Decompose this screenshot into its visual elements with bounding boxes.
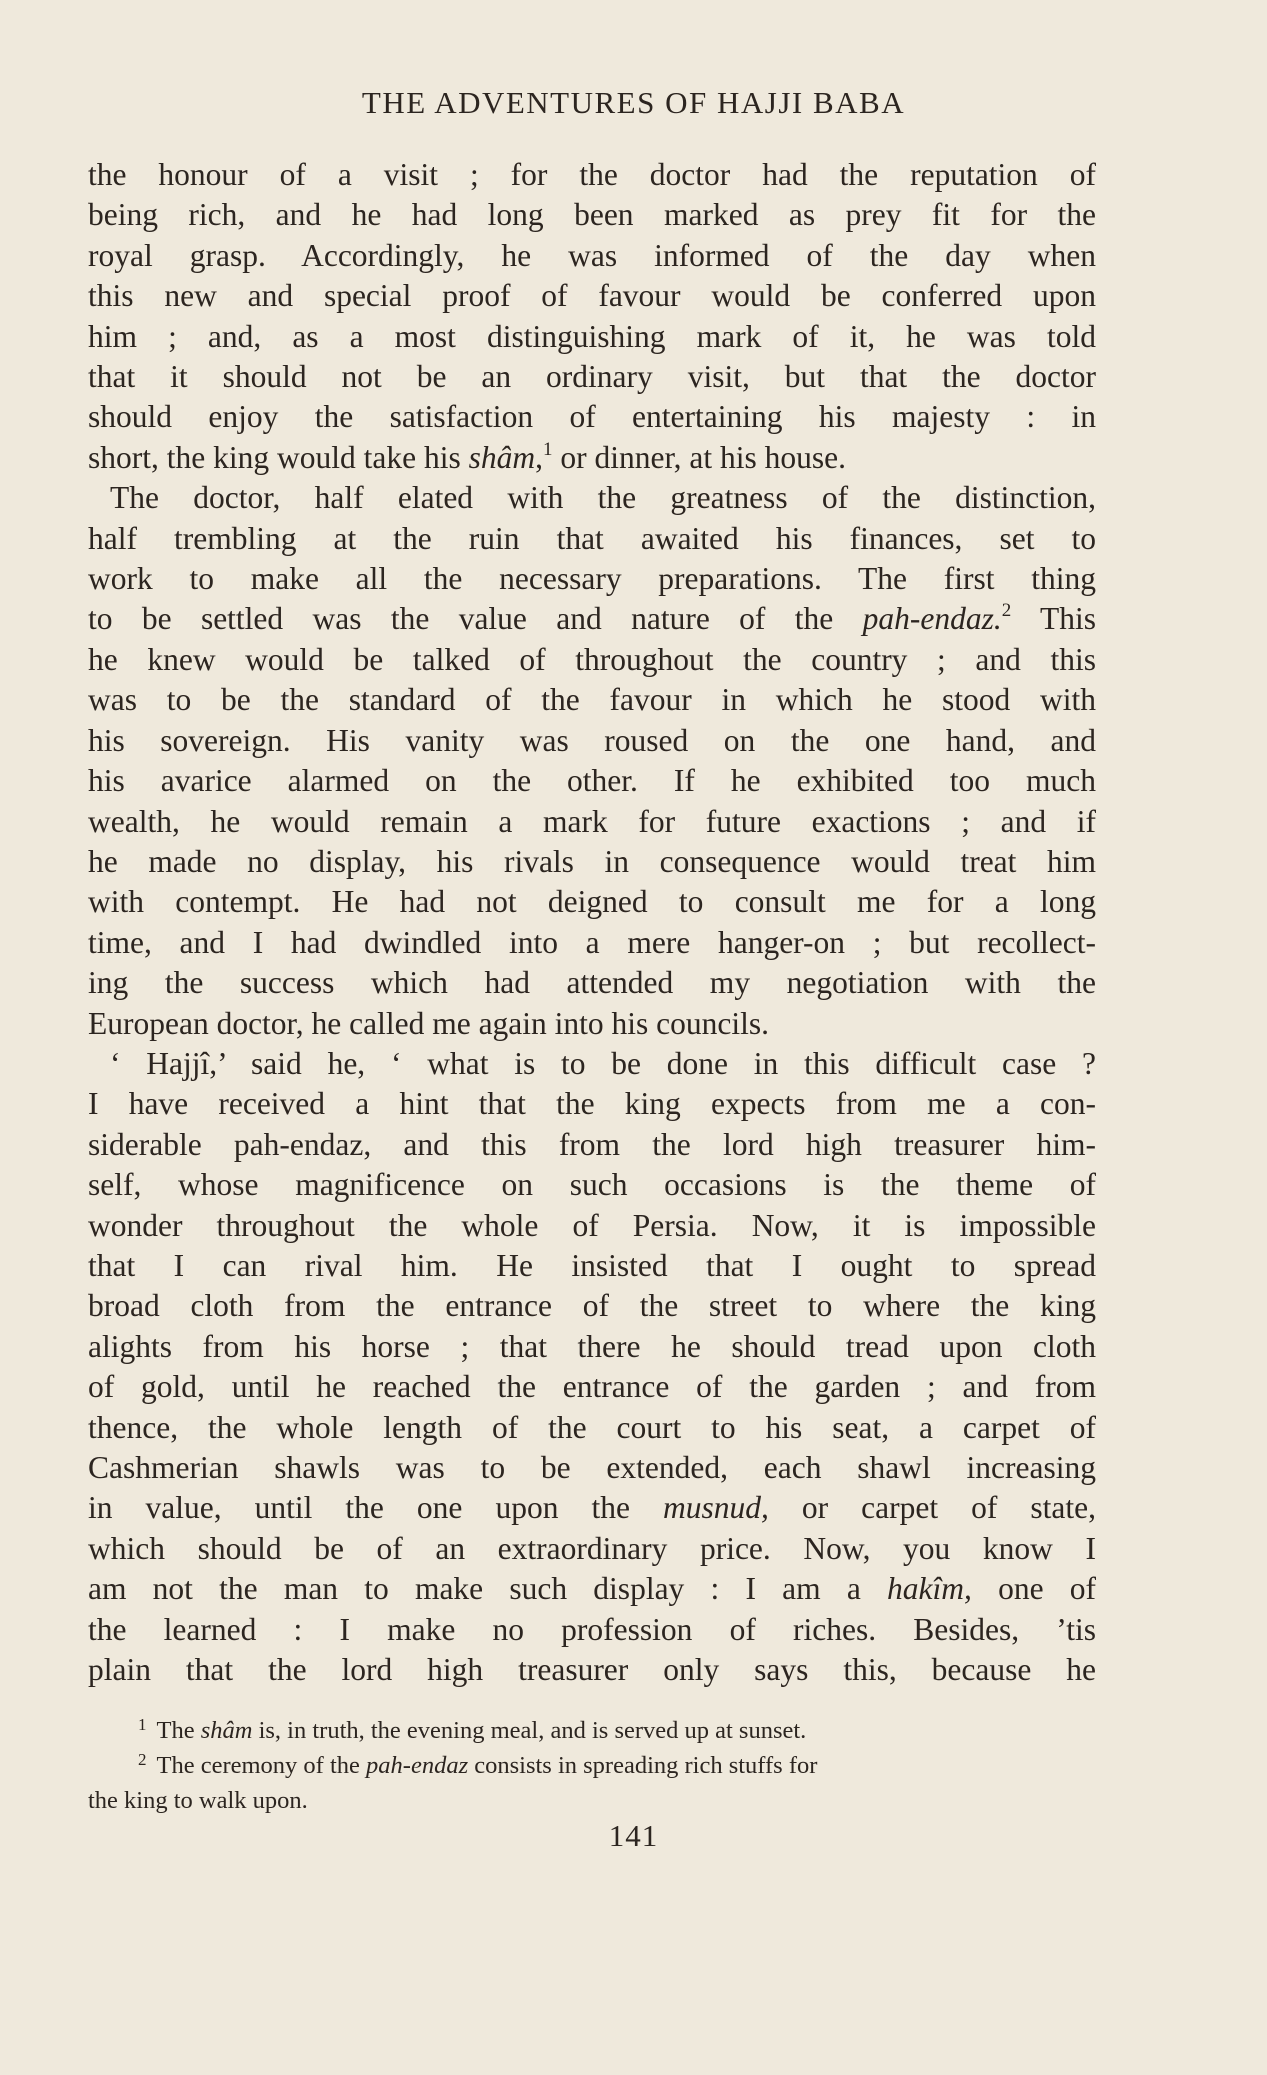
text-line: [88, 438, 1096, 478]
text-span: The doctor, half elated with the greatness of the distinction,: [110, 480, 1096, 516]
text-line: [88, 1044, 1096, 1084]
text-line: should enjoy the satisfaction of entertaining his majesty : in: [88, 399, 1096, 435]
text-span: is, in truth, the evening meal, and is served up at sunset.: [252, 1717, 807, 1744]
italic-term: musnud,: [662, 1490, 769, 1526]
text-line: that I can rival him. He insisted that I ought to spread: [88, 1247, 1096, 1283]
footnote: [88, 1713, 1096, 1748]
text-line: half trembling at the ruin that awaited his finances, set to: [88, 520, 1096, 556]
text-line: alights from his horse ; that there he should tread upon cloth: [88, 1328, 1096, 1364]
text-line: the learned : I make no profession of riches. Besides, ’tis: [88, 1611, 1096, 1647]
text-span: or dinner, at his house.: [552, 439, 847, 475]
text-line: [88, 599, 1096, 639]
italic-term: pah-endaz.: [862, 601, 1002, 637]
text-line: which should be of an extraordinary price. Now, you know I: [88, 1530, 1096, 1566]
italic-term: shâm: [468, 439, 536, 475]
footnotes: [88, 1713, 1096, 1818]
text-line: being rich, and he had long been marked as prey fit for the: [88, 197, 1096, 233]
running-head: THE ADVENTURES OF HAJJI BABA: [361, 85, 906, 120]
italic-term: hakîm,: [887, 1571, 972, 1607]
italic-term: pah-endaz: [366, 1752, 469, 1779]
text-line: time, and I had dwindled into a mere hanger-on ; but recollect-: [88, 924, 1096, 960]
text-span: in value, until the one upon the: [88, 1490, 663, 1526]
text-line: royal grasp. Accordingly, he was informed of the day when: [88, 237, 1096, 273]
footnote-number: 1: [138, 1715, 147, 1734]
text-line: wealth, he would remain a mark for future exactions ; and if: [88, 803, 1096, 839]
text-line: self, whose magnificence on such occasions is the theme of: [88, 1167, 1096, 1203]
text-line: thence, the whole length of the court to his seat, a carpet of: [88, 1409, 1096, 1445]
text-line: work to make all the necessary preparations. The first thing: [88, 561, 1096, 597]
text-line: with contempt. He had not deigned to consult me for a long: [88, 884, 1096, 920]
text-line: [88, 1488, 1096, 1528]
text-line: was to be the standard of the favour in which he stood with: [88, 682, 1096, 718]
text-line: ing the success which had attended my negotiation with the: [88, 965, 1096, 1001]
text-line: he knew would be talked of throughout the country ; and this: [88, 641, 1096, 677]
text-line: European doctor, he called me again into his councils.: [88, 1005, 770, 1041]
text-span: am not the man to make such display : I am a: [88, 1571, 888, 1607]
text-line: broad cloth from the entrance of the street to where the king: [88, 1288, 1096, 1324]
text-line: his avarice alarmed on the other. If he exhibited too much: [88, 763, 1096, 799]
text-span: or carpet of state,: [768, 1490, 1096, 1526]
text-span: to be settled was the value and nature of the: [88, 601, 863, 637]
footnote-number: 2: [138, 1750, 147, 1769]
footnote-ref: 1: [542, 438, 553, 460]
text-line: Cashmerian shawls was to be extended, each shawl increasing: [88, 1450, 1096, 1485]
text-line: [88, 478, 1096, 518]
text-span: one of: [971, 1571, 1096, 1607]
text-line: siderable pah-endaz, and this from the lord high treasurer him-: [88, 1126, 1096, 1162]
page-number: 141: [608, 1818, 659, 1853]
footnote-ref: 2: [1001, 600, 1012, 622]
text-line: of gold, until he reached the entrance of the garden ; and from: [88, 1369, 1096, 1405]
text-line: wonder throughout the whole of Persia. Now, it is impossible: [88, 1207, 1096, 1243]
text-span: The ceremony of the: [156, 1752, 367, 1779]
text-span: This: [1011, 601, 1096, 637]
text-span: ,: [535, 439, 543, 475]
text-line: I have received a hint that the king expects from me a con-: [88, 1086, 1096, 1122]
body-text: [88, 155, 1096, 1690]
text-span: The: [156, 1717, 201, 1744]
text-span: ‘ Hajjî,’ said he, ‘ what is to be done in this difficult case ?: [110, 1045, 1096, 1081]
text-line: the honour of a visit ; for the doctor had the reputation of: [88, 157, 1096, 192]
text-line: this new and special proof of favour would be conferred upon: [88, 278, 1096, 314]
text-line: plain that the lord high treasurer only says this, because he: [88, 1652, 1096, 1688]
text-span: short, the king would take his: [88, 439, 469, 475]
footnote-continuation: the king to walk upon.: [88, 1787, 308, 1814]
text-span: consists in spreading rich stuffs for: [468, 1752, 818, 1779]
text-line: him ; and, as a most distinguishing mark of it, he was told: [88, 318, 1096, 354]
text-line: his sovereign. His vanity was roused on the one hand, and: [88, 722, 1096, 758]
italic-term: shâm: [200, 1717, 253, 1744]
text-line: that it should not be an ordinary visit, but that the doctor: [88, 359, 1096, 395]
footnote: [88, 1748, 1096, 1783]
text-line: [88, 1569, 1096, 1609]
text-line: he made no display, his rivals in consequence would treat him: [88, 843, 1096, 879]
